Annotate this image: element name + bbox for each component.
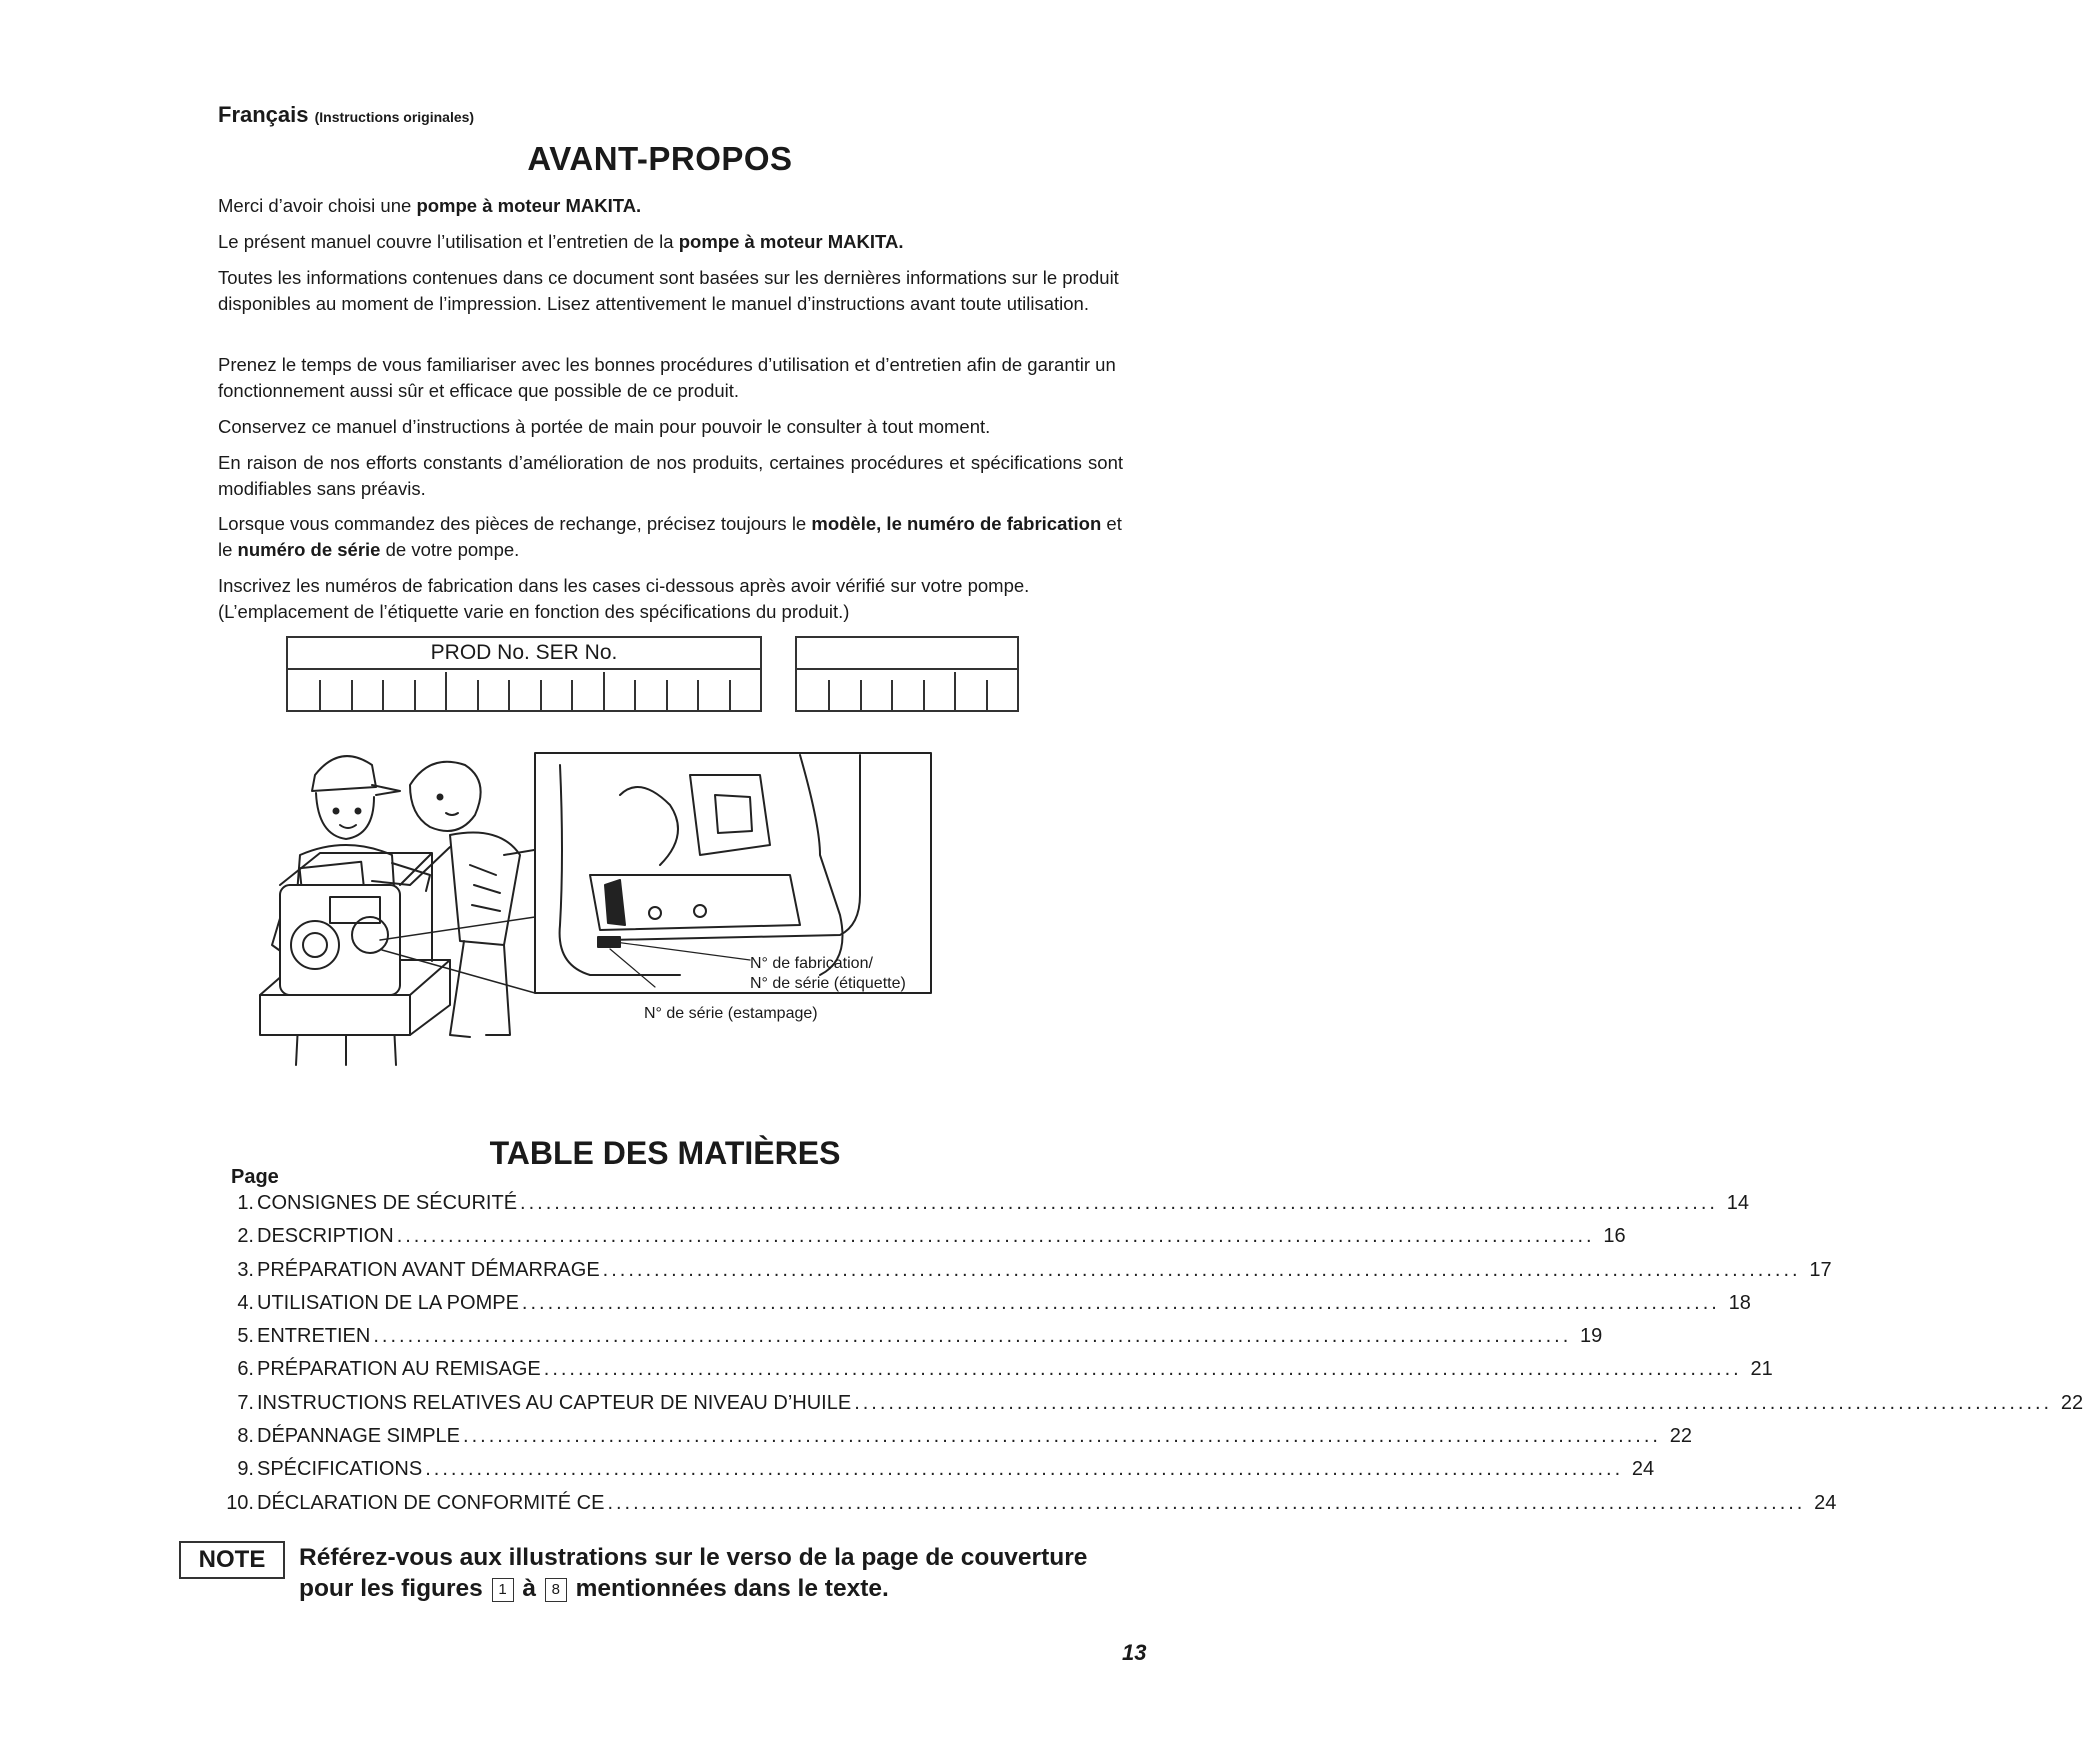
toc-list <box>218 1192 2083 1525</box>
toc-item <box>218 1358 1773 1391</box>
toc-item <box>218 1225 1626 1258</box>
toc-item <box>218 1425 1692 1458</box>
toc-item-title: ENTRETIEN <box>257 1325 371 1348</box>
figure-1-icon: 1 <box>492 1578 514 1602</box>
toc-item-page: 22 <box>2060 1391 2083 1414</box>
digit-separator <box>571 680 573 710</box>
toc-item-number: 1. <box>237 1192 254 1214</box>
page-number: 13 <box>1122 1640 1147 1665</box>
paragraph-thanks-product: pompe à moteur MAKITA. <box>416 195 642 216</box>
toc-item-page: 14 <box>1726 1192 1749 1214</box>
note-text <box>299 1542 1089 1604</box>
toc-item-leader: ............................................................................................................................................ <box>463 1425 1661 1448</box>
toc-item-number: 7. <box>237 1391 254 1414</box>
toc-item-number: 8. <box>237 1425 254 1448</box>
digit-separator <box>697 680 699 710</box>
toc-item <box>218 1325 1603 1358</box>
toc-item-page: 19 <box>1580 1325 1603 1348</box>
prod-ser-number-label: PROD No. SER No. <box>288 638 760 670</box>
extra-digit-ticks <box>797 672 1017 710</box>
note-text-part-2: à <box>515 1575 543 1602</box>
digit-separator <box>351 680 353 710</box>
toc-page-header: Page <box>231 1166 279 1188</box>
page-title: AVANT-PROPOS <box>527 140 793 177</box>
paragraph-familiarize: Prenez le temps de vous familiariser avec les bonnes procédures d’utilisation et d’entretien afin de garantir un fonctionnement aussi sûr et efficace que possible de ce produit. <box>218 354 1116 401</box>
paragraph-thanks-text: Merci d’avoir choisi une <box>218 195 417 216</box>
digit-separator <box>634 680 636 710</box>
figure-8-icon: 8 <box>545 1578 567 1602</box>
toc-item-title: SPÉCIFICATIONS <box>257 1458 423 1481</box>
note-text-part-1: Référez-vous aux illustrations sur le verso de la page de couverture pour les figures <box>299 1544 1088 1602</box>
toc-item-leader: ............................................................................................................................................ <box>607 1491 1806 1514</box>
toc-item-title: DESCRIPTION <box>257 1225 394 1248</box>
paragraph-record-numbers: Inscrivez les numéros de fabrication dans les cases ci-dessous après avoir vérifié sur votre pompe. (L’emplacement de l’étiquette varie en fonction des spécifications du produit.) <box>218 575 1030 622</box>
toc-item <box>218 1258 1832 1292</box>
toc-item <box>218 1491 1837 1525</box>
toc-item-page: 24 <box>1631 1458 1655 1481</box>
toc-item-leader: ............................................................................................................................................ <box>854 1391 2053 1414</box>
toc-item <box>218 1391 2083 1425</box>
digit-separator <box>603 672 605 710</box>
toc-title: TABLE DES MATIÈRES <box>489 1135 841 1171</box>
digit-separator <box>986 680 988 710</box>
paragraph-scope-text: Le présent manuel couvre l’utilisation et l’entretien de la <box>218 231 679 252</box>
paragraph-information: Toutes les informations contenues dans ce document sont basées sur les dernières informations sur le produit disponibles au moment de l’impression. Lisez attentivement le manuel d’instructions avant toute utilisation. <box>218 267 1119 314</box>
pump-label-illustration <box>260 735 1060 1115</box>
digit-separator <box>666 680 668 710</box>
toc-item-title: DÉPANNAGE SIMPLE <box>257 1425 461 1448</box>
spare-parts-bold-1: modèle, le numéro de fabrication <box>811 513 1102 534</box>
paragraph-thanks <box>218 193 1123 219</box>
digit-separator <box>319 680 321 710</box>
toc-item-number: 6. <box>237 1358 254 1381</box>
toc-item-title: PRÉPARATION AU REMISAGE <box>257 1358 541 1381</box>
digit-separator <box>508 680 510 710</box>
toc-item-page: 17 <box>1809 1258 1832 1281</box>
language-heading <box>218 102 474 128</box>
digit-separator <box>414 680 416 710</box>
paragraph-improvements: En raison de nos efforts constants d’amélioration de nos produits, certaines procédures et spécifications sont modifiables sans préavis. <box>218 452 1123 499</box>
toc-item-number: 3. <box>237 1258 254 1281</box>
digit-separator <box>729 680 731 710</box>
toc-item-number: 4. <box>237 1291 254 1314</box>
paragraph-scope <box>218 229 1123 255</box>
toc-item-number: 10. <box>226 1491 254 1514</box>
digit-separator <box>891 680 893 710</box>
paragraph-scope-product: pompe à moteur MAKITA. <box>678 231 904 252</box>
digit-separator <box>860 680 862 710</box>
digit-separator <box>382 680 384 710</box>
digit-separator <box>923 680 925 710</box>
note-text-part-3: mentionnées dans le texte. <box>568 1575 889 1602</box>
language-note: (Instructions originales) <box>314 109 475 125</box>
toc-item-leader: ............................................................................................................................................ <box>521 1291 1720 1314</box>
spare-parts-text-2: et le <box>218 513 1122 560</box>
label-stamp: N° de série (estampage) <box>644 1005 818 1022</box>
digit-separator <box>954 672 956 710</box>
spare-parts-bold-2: numéro de série <box>237 539 381 560</box>
extra-number-box <box>795 636 1019 712</box>
paragraph-spare-parts <box>218 511 1123 563</box>
toc-item-page: 24 <box>1814 1491 1837 1514</box>
toc-item-leader: ............................................................................................................................................ <box>396 1225 1595 1248</box>
digit-separator <box>828 680 830 710</box>
toc-item <box>218 1458 1655 1491</box>
digit-separator <box>540 680 542 710</box>
toc-item-title: DÉCLARATION DE CONFORMITÉ CE <box>257 1491 605 1514</box>
toc-item-page: 22 <box>1669 1425 1692 1448</box>
note-badge: NOTE <box>179 1541 285 1579</box>
language-label: Français <box>218 102 309 127</box>
toc-item-leader: ............................................................................................................................................ <box>543 1358 1742 1381</box>
extra-number-header <box>797 638 1017 670</box>
toc-item-leader: ............................................................................................................................................ <box>425 1458 1624 1481</box>
digit-separator <box>445 672 447 710</box>
toc-item-page: 18 <box>1728 1291 1751 1314</box>
label-fabrication-line-1: N° de fabrication/ <box>750 955 873 972</box>
paragraph-keep-manual: Conservez ce manuel d’instructions à portée de main pour pouvoir le consulter à tout moment. <box>218 416 991 437</box>
toc-item-title: INSTRUCTIONS RELATIVES AU CAPTEUR DE NIVEAU D’HUILE <box>257 1391 852 1414</box>
spare-parts-text-3: de votre pompe. <box>380 539 520 560</box>
toc-item <box>218 1192 1749 1225</box>
toc-item-leader: ............................................................................................................................................ <box>520 1192 1718 1214</box>
toc-item-number: 5. <box>237 1325 254 1348</box>
toc-item-number: 2. <box>237 1225 254 1248</box>
prod-ser-number-box <box>286 636 762 712</box>
label-fabrication-line-2: N° de série (étiquette) <box>750 975 906 992</box>
toc-item-leader: ............................................................................................................................................ <box>373 1325 1572 1348</box>
toc-item <box>218 1291 1751 1325</box>
toc-item-title: UTILISATION DE LA POMPE <box>257 1291 519 1314</box>
toc-item-number: 9. <box>237 1458 254 1481</box>
spare-parts-text-1: Lorsque vous commandez des pièces de rechange, précisez toujours le <box>218 513 812 534</box>
toc-item-page: 16 <box>1603 1225 1626 1248</box>
serial-digit-ticks <box>288 672 760 710</box>
toc-item-leader: ............................................................................................................................................ <box>602 1258 1801 1281</box>
toc-item-title: CONSIGNES DE SÉCURITÉ <box>257 1192 518 1214</box>
toc-item-title: PRÉPARATION AVANT DÉMARRAGE <box>257 1258 600 1281</box>
toc-item-page: 21 <box>1750 1358 1773 1381</box>
digit-separator <box>477 680 479 710</box>
